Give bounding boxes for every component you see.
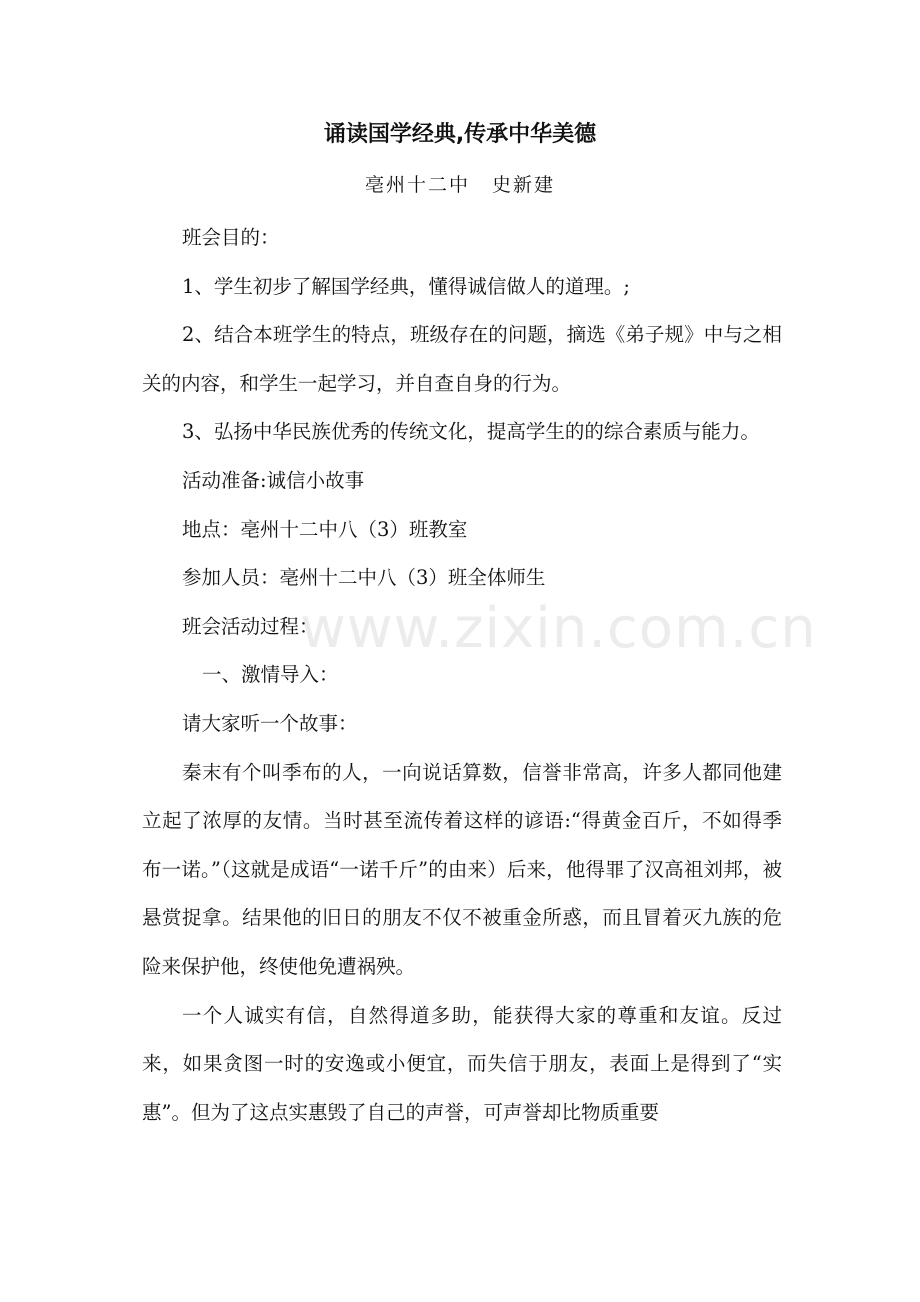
paragraph-preparation: 活动准备:诚信小故事 [182, 468, 365, 492]
paragraph-story-intro: 请大家听一个故事： [182, 711, 358, 735]
paragraph-purpose-1: 1、学生初步了解国学经典，懂得诚信做人的道理。; [182, 274, 630, 298]
paragraph-location: 地点：亳州十二中八（3）班教室 [182, 517, 468, 541]
document-title: 诵读国学经典,传承中华美德 [323, 122, 597, 147]
section-heading-intro: 一、激情导入： [202, 663, 339, 687]
paragraph-purpose-3: 3、弘扬中华民族优秀的传统文化，提高学生的的综合素质与能力。 [182, 420, 760, 444]
paragraph-process-heading: 班会活动过程： [182, 614, 319, 638]
paragraph-meeting-purpose: 班会目的： [182, 226, 280, 249]
author-name: 史新建 [492, 174, 556, 196]
paragraph-story: 秦末有个叫季布的人，一向说话算数，信誉非常高，许多人都同他建立起了浓厚的友情。当时甚至流传着这样的谚语:“得黄金百斤，不如得季布一诺。”（这就是成语“一诺千斤”的由来）后来，他得罪了汉高祖刘邦，被悬赏捉拿。结果他的旧日的朋友不仅不被重金所惑，而且冒着灭九族的危险来保护他，终使他免遭祸殃。 [142, 760, 782, 978]
author-line [0, 170, 920, 200]
paragraph-participants: 参加人员：亳州十二中八（3）班全体师生 [182, 566, 546, 590]
paragraph-reflection: 一个人诚实有信，自然得道多助，能获得大家的尊重和友谊。反过来，如果贪图一时的安逸或小便宜，而失信于朋友，表面上是得到了“实惠”。但为了这点实惠毁了自己的声誉，可声誉却比物质重要 [142, 1003, 782, 1124]
watermark: www.zixin.com.cn [300, 596, 817, 661]
author-school: 亳州十二中 [364, 174, 470, 196]
document-body [142, 214, 782, 1137]
paragraph-purpose-2: 2、结合本班学生的特点，班级存在的问题，摘选《弟子规》中与之相关的内容，和学生一起学习，并自查自身的行为。 [142, 323, 782, 395]
